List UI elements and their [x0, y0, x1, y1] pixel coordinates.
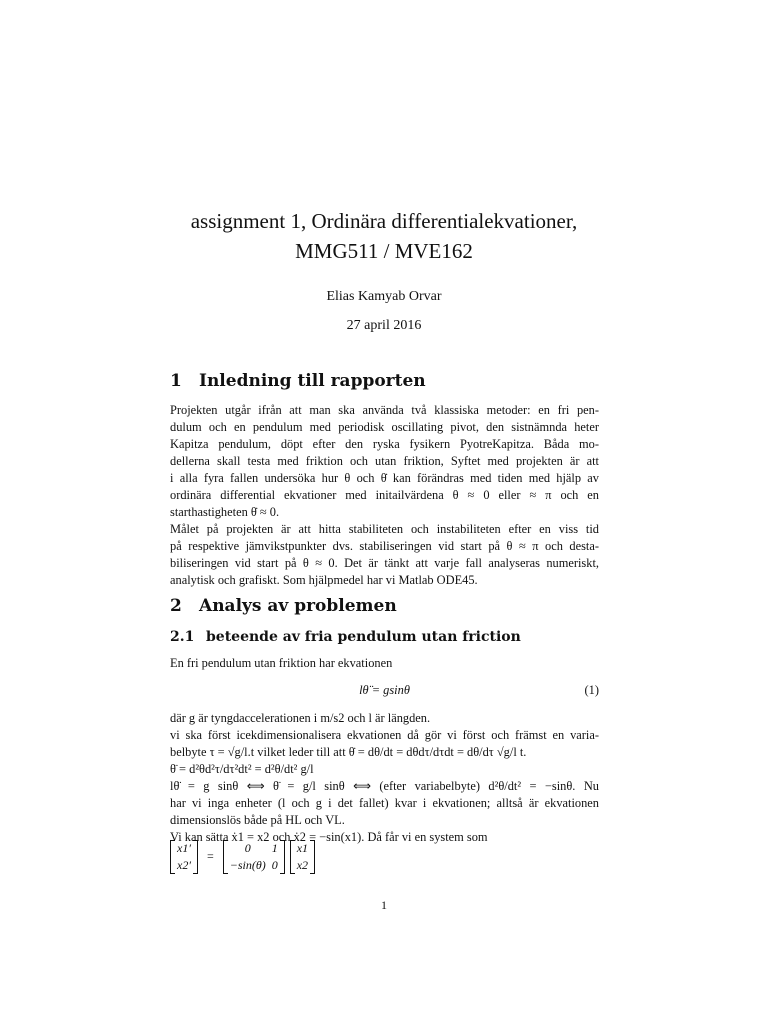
section-2-heading	[170, 596, 397, 616]
equation-label: (1)	[584, 683, 599, 697]
text-line: ordinära differential ekvationer med initailvärdena θ ≈ 0 eller ≈ π och en	[170, 488, 599, 502]
matrix-cell: x1′	[177, 841, 191, 855]
text-line: där g är tyngdaccelerationen i m/s2 och l är längden.	[170, 711, 431, 725]
text-line: Vi kan sätta ẋ1 = x2 och ẋ2 = −sin(x1). Då får vi en system som	[170, 830, 488, 844]
text-line: vi ska först icekdimensionalisera ekvationen då gör vi först och främst en varia-	[170, 728, 599, 742]
text-line: biliseringen vid start på θ ≈ 0. Det är tänkt att varje fall analyseras numeriskt,	[170, 556, 599, 570]
text-line: starthastigheten θ̇ ≈ 0.	[170, 505, 280, 519]
section-title: Inledning till rapporten	[199, 371, 426, 391]
state-vector	[290, 840, 315, 874]
section-1-heading	[170, 371, 426, 391]
text-line: Målet på projekten är att hitta stabiliteten och instabiliteten efter en viss tid	[170, 522, 599, 536]
subsection-2-1-heading	[170, 629, 521, 645]
subsection-number: 2.1	[170, 629, 195, 645]
text-line: Kapitza pendulum, döpt efter den ryska fysikern PyotreKapitza. Båda mo-	[170, 437, 599, 451]
text-line: Projekten utgår ifrån att man ska använda två klassiska metoder: en fri pen-	[170, 403, 599, 417]
section-number: 1	[170, 371, 182, 391]
matrix-cell: 0	[244, 841, 251, 855]
matrix-cell: x2	[296, 858, 309, 872]
subsection-intro	[170, 655, 599, 672]
text-line: på respektive jämvikstpunkter dvs. stabiliseringen vid start på θ ≈ π och desta-	[170, 539, 599, 553]
matrix-cell: −sin(θ)	[229, 858, 266, 872]
matrix-cell: x2′	[177, 858, 191, 872]
text-line: θ̈ = d²θd²τ/dτ²dt² = d²θ/dt² g/l	[170, 762, 314, 776]
subsection-title: beteende av fria pendulum utan friction	[206, 629, 521, 645]
matrix-cell: 0	[271, 858, 278, 872]
section-number: 2	[170, 596, 182, 616]
equals-sign: =	[206, 848, 214, 863]
matrix-cell: x1	[296, 841, 309, 855]
author: Elias Kamyab Orvar	[326, 289, 442, 304]
title-line-2: MMG511 / MVE162	[295, 239, 473, 263]
matrix-cell: 1	[271, 841, 278, 855]
subsection-body	[170, 710, 599, 846]
coefficient-matrix	[223, 840, 285, 874]
text-line: har vi inga enheter (l och g i det fallet) kvar i ekvationen; alltså är ekvationen	[170, 796, 599, 810]
text-line: dimensionslös både på HL och VL.	[170, 813, 345, 827]
section-1-body	[170, 402, 599, 589]
title-line-1: assignment 1, Ordinära differentialekvationer,	[190, 209, 578, 233]
paper-title	[0, 206, 768, 266]
page-number: 1	[381, 898, 387, 912]
text-line: En fri pendulum utan friktion har ekvationen	[170, 656, 393, 670]
text-line: i alla fyra fallen undersöka hur θ och θ̇ kan förändras med tiden med hjälp av	[170, 471, 599, 485]
text-line: dellerna skall testa med friktion och utan friktion, Syftet med projekten är att	[170, 454, 599, 468]
equation-1	[170, 683, 599, 701]
text-line: dulum och en pendulum med periodisk oscillating pivot, den sistnämnda heter	[170, 420, 599, 434]
section-title: Analys av problemen	[199, 596, 397, 616]
text-line: belbyte τ = √g/l.t vilket leder till att θ̇ = dθ/dt = dθdτ/dτdt = dθ/dτ √g/l t.	[170, 745, 527, 759]
text-line: analytisk och grafiskt. Som hjälpmedel har vi Matlab ODE45.	[170, 573, 478, 587]
matrix-system	[170, 840, 315, 874]
date: 27 april 2016	[346, 318, 422, 333]
text-line: lθ̈ = g sinθ ⟺ θ̈ = g/l sinθ ⟺ (efter variabelbyte) d²θ/dt² = −sinθ. Nu	[170, 779, 599, 793]
equation-expression: lθ̈ = gsinθ	[359, 683, 410, 697]
lhs-vector	[170, 840, 198, 874]
